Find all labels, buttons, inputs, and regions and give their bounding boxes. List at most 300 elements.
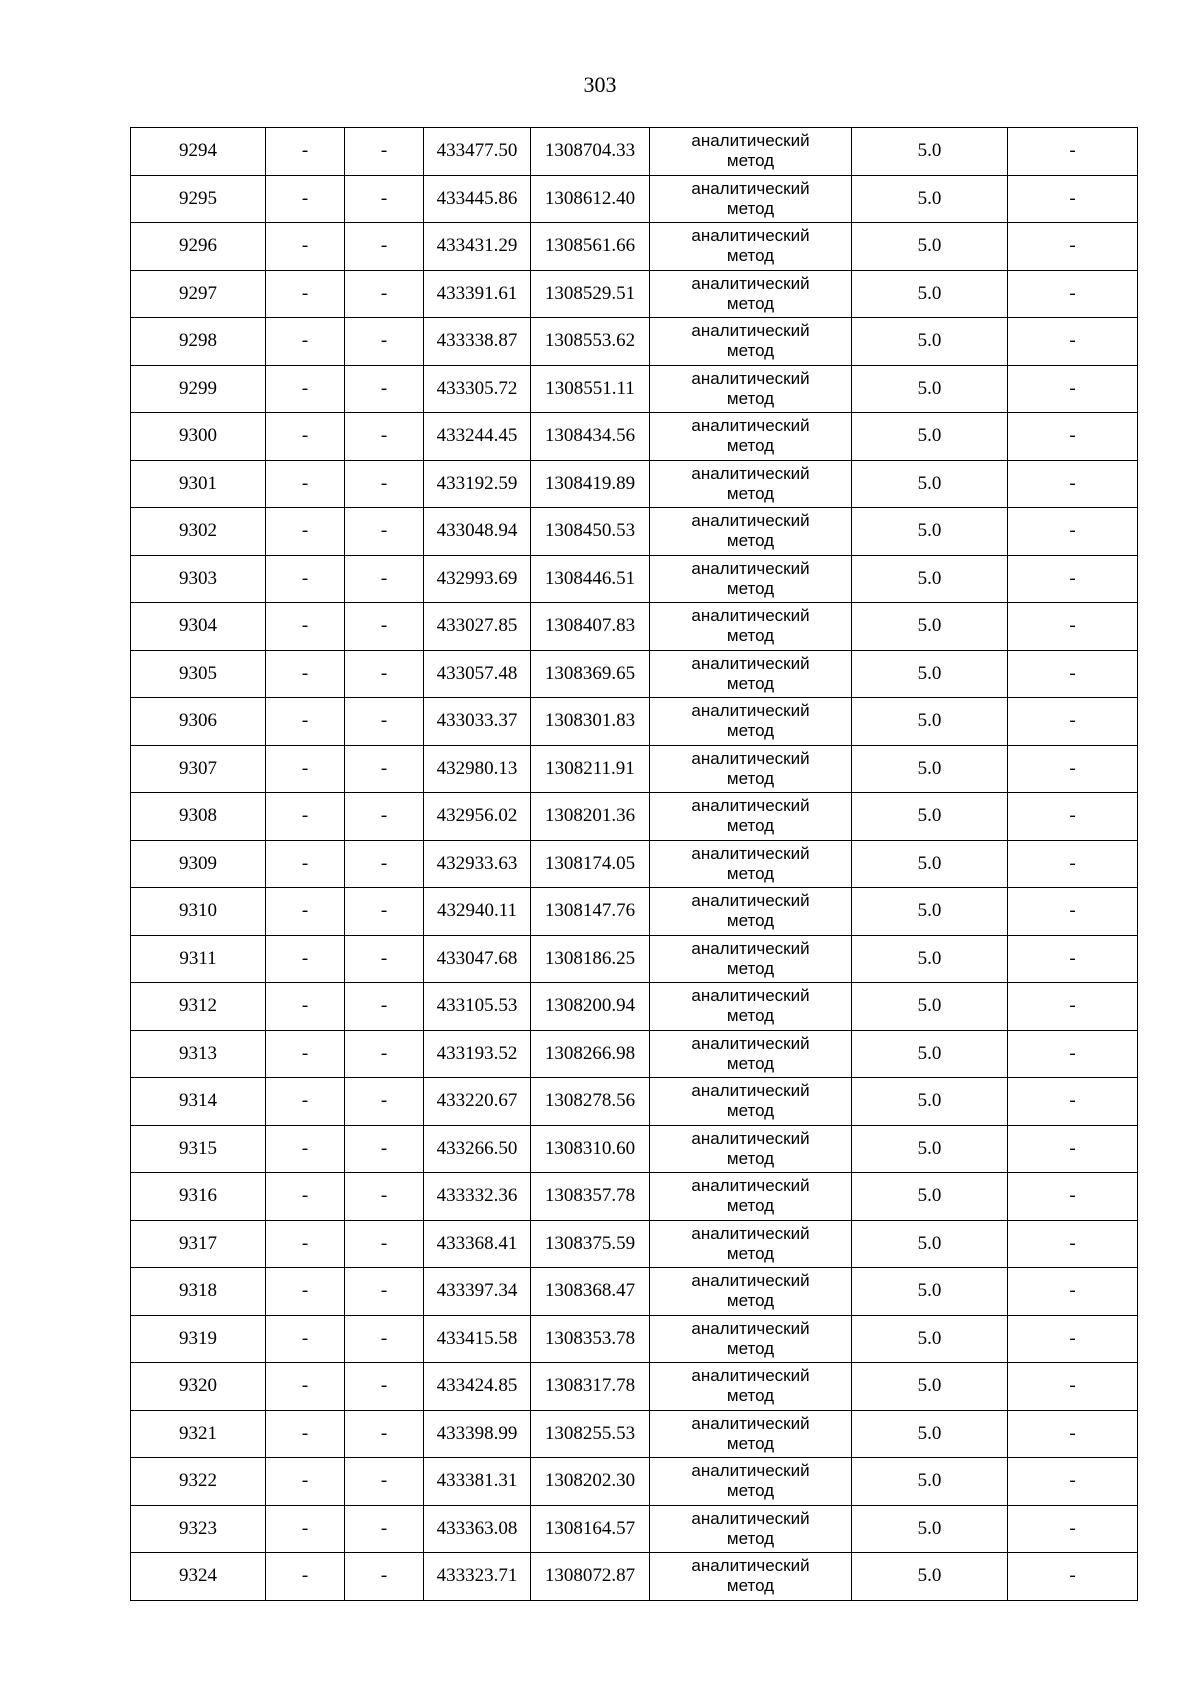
empty-value-cell: - — [266, 460, 345, 508]
method-line-2: метод — [726, 293, 775, 313]
method-line-2: метод — [726, 1528, 775, 1548]
x-coordinate-cell: 432993.69 — [424, 555, 531, 603]
empty-value-cell: - — [1008, 1315, 1138, 1363]
table-row — [131, 983, 1138, 1031]
method-line-2: метод — [726, 626, 775, 646]
method-line-2: метод — [726, 483, 775, 503]
point-number-cell: 9322 — [131, 1458, 266, 1506]
empty-value-cell: - — [266, 1220, 345, 1268]
x-coordinate-cell: 433368.41 — [424, 1220, 531, 1268]
empty-value-cell: - — [1008, 413, 1138, 461]
empty-value-cell: - — [266, 1173, 345, 1221]
x-coordinate-cell: 433192.59 — [424, 460, 531, 508]
x-coordinate-cell: 433047.68 — [424, 935, 531, 983]
accuracy-cell: 5.0 — [852, 1173, 1008, 1221]
accuracy-cell: 5.0 — [852, 935, 1008, 983]
accuracy-cell: 5.0 — [852, 698, 1008, 746]
method-cell — [650, 1553, 852, 1601]
method-line-2: метод — [726, 388, 775, 408]
method-line-1: аналитический — [691, 226, 810, 246]
y-coordinate-cell: 1308529.51 — [531, 270, 650, 318]
table-row — [131, 128, 1138, 176]
x-coordinate-cell: 433398.99 — [424, 1410, 531, 1458]
empty-value-cell: - — [345, 128, 424, 176]
point-number-cell: 9296 — [131, 223, 266, 271]
accuracy-cell: 5.0 — [852, 460, 1008, 508]
point-number-cell: 9294 — [131, 128, 266, 176]
method-cell — [650, 698, 852, 746]
method-line-2: метод — [726, 1006, 775, 1026]
empty-value-cell: - — [266, 983, 345, 1031]
y-coordinate-cell: 1308317.78 — [531, 1363, 650, 1411]
method-line-1: аналитический — [691, 1556, 810, 1576]
empty-value-cell: - — [266, 508, 345, 556]
method-line-2: метод — [726, 863, 775, 883]
accuracy-cell: 5.0 — [852, 1363, 1008, 1411]
method-cell — [650, 270, 852, 318]
method-line-1: аналитический — [691, 1508, 810, 1528]
empty-value-cell: - — [266, 840, 345, 888]
point-number-cell: 9311 — [131, 935, 266, 983]
point-number-cell: 9315 — [131, 1125, 266, 1173]
accuracy-cell: 5.0 — [852, 555, 1008, 603]
method-cell — [650, 1315, 852, 1363]
method-line-1: аналитический — [691, 1461, 810, 1481]
empty-value-cell: - — [1008, 1220, 1138, 1268]
empty-value-cell: - — [1008, 128, 1138, 176]
accuracy-cell: 5.0 — [852, 840, 1008, 888]
method-line-2: метод — [726, 436, 775, 456]
x-coordinate-cell: 432980.13 — [424, 745, 531, 793]
y-coordinate-cell: 1308357.78 — [531, 1173, 650, 1221]
method-line-1: аналитический — [691, 178, 810, 198]
y-coordinate-cell: 1308369.65 — [531, 650, 650, 698]
method-cell — [650, 1078, 852, 1126]
point-number-cell: 9297 — [131, 270, 266, 318]
x-coordinate-cell: 433244.45 — [424, 413, 531, 461]
empty-value-cell: - — [345, 698, 424, 746]
empty-value-cell: - — [266, 175, 345, 223]
empty-value-cell: - — [345, 1220, 424, 1268]
y-coordinate-cell: 1308211.91 — [531, 745, 650, 793]
method-cell — [650, 1125, 852, 1173]
method-line-2: метод — [726, 1243, 775, 1263]
empty-value-cell: - — [266, 650, 345, 698]
empty-value-cell: - — [345, 745, 424, 793]
x-coordinate-cell: 433477.50 — [424, 128, 531, 176]
method-line-1: аналитический — [691, 368, 810, 388]
x-coordinate-cell: 433027.85 — [424, 603, 531, 651]
y-coordinate-cell: 1308266.98 — [531, 1030, 650, 1078]
x-coordinate-cell: 432956.02 — [424, 793, 531, 841]
empty-value-cell: - — [1008, 1505, 1138, 1553]
table-row — [131, 365, 1138, 413]
accuracy-cell: 5.0 — [852, 1505, 1008, 1553]
accuracy-cell: 5.0 — [852, 1125, 1008, 1173]
method-line-1: аналитический — [691, 273, 810, 293]
x-coordinate-cell: 433048.94 — [424, 508, 531, 556]
empty-value-cell: - — [345, 508, 424, 556]
point-number-cell: 9319 — [131, 1315, 266, 1363]
empty-value-cell: - — [1008, 460, 1138, 508]
method-cell — [650, 128, 852, 176]
empty-value-cell: - — [1008, 888, 1138, 936]
y-coordinate-cell: 1308561.66 — [531, 223, 650, 271]
method-cell — [650, 1220, 852, 1268]
empty-value-cell: - — [345, 1363, 424, 1411]
method-cell — [650, 365, 852, 413]
method-line-2: метод — [726, 721, 775, 741]
y-coordinate-cell: 1308450.53 — [531, 508, 650, 556]
empty-value-cell: - — [345, 650, 424, 698]
method-line-2: метод — [726, 1053, 775, 1073]
method-line-2: метод — [726, 198, 775, 218]
table-row — [131, 650, 1138, 698]
point-number-cell: 9314 — [131, 1078, 266, 1126]
empty-value-cell: - — [1008, 270, 1138, 318]
table-row — [131, 1030, 1138, 1078]
empty-value-cell: - — [345, 1410, 424, 1458]
empty-value-cell: - — [345, 1553, 424, 1601]
y-coordinate-cell: 1308551.11 — [531, 365, 650, 413]
x-coordinate-cell: 433391.61 — [424, 270, 531, 318]
method-line-1: аналитический — [691, 986, 810, 1006]
method-line-2: метод — [726, 958, 775, 978]
method-line-2: метод — [726, 1338, 775, 1358]
accuracy-cell: 5.0 — [852, 1220, 1008, 1268]
method-cell — [650, 1030, 852, 1078]
empty-value-cell: - — [1008, 365, 1138, 413]
method-line-1: аналитический — [691, 558, 810, 578]
point-number-cell: 9318 — [131, 1268, 266, 1316]
y-coordinate-cell: 1308200.94 — [531, 983, 650, 1031]
method-line-1: аналитический — [691, 1223, 810, 1243]
empty-value-cell: - — [266, 1268, 345, 1316]
point-number-cell: 9323 — [131, 1505, 266, 1553]
method-line-1: аналитический — [691, 1318, 810, 1338]
empty-value-cell: - — [266, 223, 345, 271]
empty-value-cell: - — [1008, 175, 1138, 223]
y-coordinate-cell: 1308553.62 — [531, 318, 650, 366]
point-number-cell: 9313 — [131, 1030, 266, 1078]
y-coordinate-cell: 1308255.53 — [531, 1410, 650, 1458]
empty-value-cell: - — [345, 1078, 424, 1126]
empty-value-cell: - — [345, 603, 424, 651]
method-cell — [650, 1410, 852, 1458]
empty-value-cell: - — [1008, 983, 1138, 1031]
empty-value-cell: - — [1008, 1363, 1138, 1411]
method-cell — [650, 508, 852, 556]
point-number-cell: 9310 — [131, 888, 266, 936]
empty-value-cell: - — [1008, 1268, 1138, 1316]
method-line-1: аналитический — [691, 1033, 810, 1053]
x-coordinate-cell: 432940.11 — [424, 888, 531, 936]
method-cell — [650, 223, 852, 271]
empty-value-cell: - — [1008, 1173, 1138, 1221]
empty-value-cell: - — [1008, 603, 1138, 651]
y-coordinate-cell: 1308186.25 — [531, 935, 650, 983]
method-line-1: аналитический — [691, 511, 810, 531]
x-coordinate-cell: 433323.71 — [424, 1553, 531, 1601]
table-row — [131, 698, 1138, 746]
empty-value-cell: - — [1008, 508, 1138, 556]
x-coordinate-cell: 433266.50 — [424, 1125, 531, 1173]
method-cell — [650, 793, 852, 841]
x-coordinate-cell: 433220.67 — [424, 1078, 531, 1126]
table-row — [131, 1553, 1138, 1601]
accuracy-cell: 5.0 — [852, 223, 1008, 271]
empty-value-cell: - — [266, 413, 345, 461]
method-line-1: аналитический — [691, 1128, 810, 1148]
empty-value-cell: - — [266, 128, 345, 176]
method-line-1: аналитический — [691, 748, 810, 768]
table-row — [131, 1363, 1138, 1411]
table-row — [131, 888, 1138, 936]
accuracy-cell: 5.0 — [852, 1030, 1008, 1078]
coordinates-table — [130, 127, 1138, 1601]
point-number-cell: 9320 — [131, 1363, 266, 1411]
point-number-cell: 9305 — [131, 650, 266, 698]
empty-value-cell: - — [345, 460, 424, 508]
method-line-1: аналитический — [691, 701, 810, 721]
method-line-1: аналитический — [691, 321, 810, 341]
page-number: 303 — [583, 72, 617, 97]
table-body — [131, 128, 1138, 1601]
point-number-cell: 9295 — [131, 175, 266, 223]
accuracy-cell: 5.0 — [852, 793, 1008, 841]
accuracy-cell: 5.0 — [852, 1315, 1008, 1363]
method-cell — [650, 888, 852, 936]
method-cell — [650, 413, 852, 461]
method-cell — [650, 840, 852, 888]
method-line-2: метод — [726, 911, 775, 931]
y-coordinate-cell: 1308375.59 — [531, 1220, 650, 1268]
method-line-1: аналитический — [691, 416, 810, 436]
empty-value-cell: - — [1008, 318, 1138, 366]
table-row — [131, 745, 1138, 793]
x-coordinate-cell: 433305.72 — [424, 365, 531, 413]
empty-value-cell: - — [345, 1458, 424, 1506]
y-coordinate-cell: 1308164.57 — [531, 1505, 650, 1553]
empty-value-cell: - — [1008, 1458, 1138, 1506]
method-cell — [650, 1268, 852, 1316]
method-line-2: метод — [726, 816, 775, 836]
y-coordinate-cell: 1308072.87 — [531, 1553, 650, 1601]
y-coordinate-cell: 1308704.33 — [531, 128, 650, 176]
empty-value-cell: - — [345, 983, 424, 1031]
method-line-1: аналитический — [691, 796, 810, 816]
empty-value-cell: - — [266, 698, 345, 746]
method-line-2: метод — [726, 768, 775, 788]
point-number-cell: 9299 — [131, 365, 266, 413]
point-number-cell: 9316 — [131, 1173, 266, 1221]
table-row — [131, 223, 1138, 271]
accuracy-cell: 5.0 — [852, 1458, 1008, 1506]
method-line-2: метод — [726, 531, 775, 551]
accuracy-cell: 5.0 — [852, 175, 1008, 223]
table-row — [131, 413, 1138, 461]
method-line-1: аналитический — [691, 606, 810, 626]
table-row — [131, 1125, 1138, 1173]
method-line-2: метод — [726, 1291, 775, 1311]
method-cell — [650, 555, 852, 603]
point-number-cell: 9308 — [131, 793, 266, 841]
empty-value-cell: - — [1008, 745, 1138, 793]
method-line-1: аналитический — [691, 891, 810, 911]
point-number-cell: 9302 — [131, 508, 266, 556]
empty-value-cell: - — [266, 793, 345, 841]
empty-value-cell: - — [345, 1268, 424, 1316]
empty-value-cell: - — [1008, 1410, 1138, 1458]
accuracy-cell: 5.0 — [852, 413, 1008, 461]
method-line-2: метод — [726, 1196, 775, 1216]
method-line-2: метод — [726, 1386, 775, 1406]
empty-value-cell: - — [345, 318, 424, 366]
accuracy-cell: 5.0 — [852, 1078, 1008, 1126]
method-cell — [650, 603, 852, 651]
accuracy-cell: 5.0 — [852, 365, 1008, 413]
empty-value-cell: - — [345, 1505, 424, 1553]
empty-value-cell: - — [1008, 698, 1138, 746]
empty-value-cell: - — [266, 1078, 345, 1126]
point-number-cell: 9321 — [131, 1410, 266, 1458]
x-coordinate-cell: 433431.29 — [424, 223, 531, 271]
y-coordinate-cell: 1308419.89 — [531, 460, 650, 508]
x-coordinate-cell: 433338.87 — [424, 318, 531, 366]
table-row — [131, 318, 1138, 366]
method-line-1: аналитический — [691, 1413, 810, 1433]
point-number-cell: 9312 — [131, 983, 266, 1031]
method-line-1: аналитический — [691, 1081, 810, 1101]
empty-value-cell: - — [345, 1173, 424, 1221]
point-number-cell: 9309 — [131, 840, 266, 888]
empty-value-cell: - — [345, 365, 424, 413]
y-coordinate-cell: 1308301.83 — [531, 698, 650, 746]
method-line-1: аналитический — [691, 1176, 810, 1196]
method-cell — [650, 650, 852, 698]
empty-value-cell: - — [266, 365, 345, 413]
empty-value-cell: - — [345, 888, 424, 936]
y-coordinate-cell: 1308353.78 — [531, 1315, 650, 1363]
empty-value-cell: - — [266, 555, 345, 603]
table-row — [131, 1458, 1138, 1506]
x-coordinate-cell: 433363.08 — [424, 1505, 531, 1553]
x-coordinate-cell: 433057.48 — [424, 650, 531, 698]
accuracy-cell: 5.0 — [852, 270, 1008, 318]
empty-value-cell: - — [345, 413, 424, 461]
accuracy-cell: 5.0 — [852, 128, 1008, 176]
empty-value-cell: - — [266, 888, 345, 936]
table-row — [131, 1315, 1138, 1363]
table-row — [131, 460, 1138, 508]
method-cell — [650, 935, 852, 983]
y-coordinate-cell: 1308278.56 — [531, 1078, 650, 1126]
x-coordinate-cell: 433193.52 — [424, 1030, 531, 1078]
accuracy-cell: 5.0 — [852, 1410, 1008, 1458]
y-coordinate-cell: 1308202.30 — [531, 1458, 650, 1506]
y-coordinate-cell: 1308368.47 — [531, 1268, 650, 1316]
method-cell — [650, 175, 852, 223]
y-coordinate-cell: 1308147.76 — [531, 888, 650, 936]
empty-value-cell: - — [345, 223, 424, 271]
method-line-1: аналитический — [691, 938, 810, 958]
method-line-1: аналитический — [691, 1271, 810, 1291]
accuracy-cell: 5.0 — [852, 1268, 1008, 1316]
empty-value-cell: - — [345, 555, 424, 603]
accuracy-cell: 5.0 — [852, 603, 1008, 651]
method-line-2: метод — [726, 673, 775, 693]
point-number-cell: 9317 — [131, 1220, 266, 1268]
method-line-1: аналитический — [691, 843, 810, 863]
method-line-1: аналитический — [691, 1366, 810, 1386]
empty-value-cell: - — [266, 1315, 345, 1363]
method-line-2: метод — [726, 578, 775, 598]
method-cell — [650, 983, 852, 1031]
empty-value-cell: - — [1008, 223, 1138, 271]
empty-value-cell: - — [345, 1315, 424, 1363]
accuracy-cell: 5.0 — [852, 983, 1008, 1031]
table-row — [131, 1173, 1138, 1221]
empty-value-cell: - — [345, 935, 424, 983]
empty-value-cell: - — [1008, 1125, 1138, 1173]
table-row — [131, 793, 1138, 841]
method-line-2: метод — [726, 1433, 775, 1453]
empty-value-cell: - — [345, 1030, 424, 1078]
method-line-2: метод — [726, 151, 775, 171]
empty-value-cell: - — [266, 935, 345, 983]
method-line-1: аналитический — [691, 653, 810, 673]
point-number-cell: 9301 — [131, 460, 266, 508]
empty-value-cell: - — [266, 1363, 345, 1411]
table-row — [131, 1505, 1138, 1553]
method-cell — [650, 1458, 852, 1506]
x-coordinate-cell: 433105.53 — [424, 983, 531, 1031]
y-coordinate-cell: 1308407.83 — [531, 603, 650, 651]
table-row — [131, 555, 1138, 603]
empty-value-cell: - — [266, 1505, 345, 1553]
empty-value-cell: - — [345, 175, 424, 223]
empty-value-cell: - — [266, 1553, 345, 1601]
accuracy-cell: 5.0 — [852, 745, 1008, 793]
point-number-cell: 9300 — [131, 413, 266, 461]
table-row — [131, 1268, 1138, 1316]
point-number-cell: 9303 — [131, 555, 266, 603]
y-coordinate-cell: 1308174.05 — [531, 840, 650, 888]
table-row — [131, 270, 1138, 318]
point-number-cell: 9324 — [131, 1553, 266, 1601]
x-coordinate-cell: 432933.63 — [424, 840, 531, 888]
x-coordinate-cell: 433415.58 — [424, 1315, 531, 1363]
empty-value-cell: - — [345, 840, 424, 888]
empty-value-cell: - — [266, 1030, 345, 1078]
table-row — [131, 840, 1138, 888]
point-number-cell: 9306 — [131, 698, 266, 746]
accuracy-cell: 5.0 — [852, 1553, 1008, 1601]
accuracy-cell: 5.0 — [852, 650, 1008, 698]
method-cell — [650, 1363, 852, 1411]
x-coordinate-cell: 433033.37 — [424, 698, 531, 746]
x-coordinate-cell: 433424.85 — [424, 1363, 531, 1411]
empty-value-cell: - — [1008, 650, 1138, 698]
method-cell — [650, 1173, 852, 1221]
empty-value-cell: - — [266, 603, 345, 651]
empty-value-cell: - — [266, 1125, 345, 1173]
method-line-1: аналитический — [691, 463, 810, 483]
y-coordinate-cell: 1308201.36 — [531, 793, 650, 841]
empty-value-cell: - — [1008, 1553, 1138, 1601]
method-line-2: метод — [726, 1576, 775, 1596]
method-line-2: метод — [726, 246, 775, 266]
